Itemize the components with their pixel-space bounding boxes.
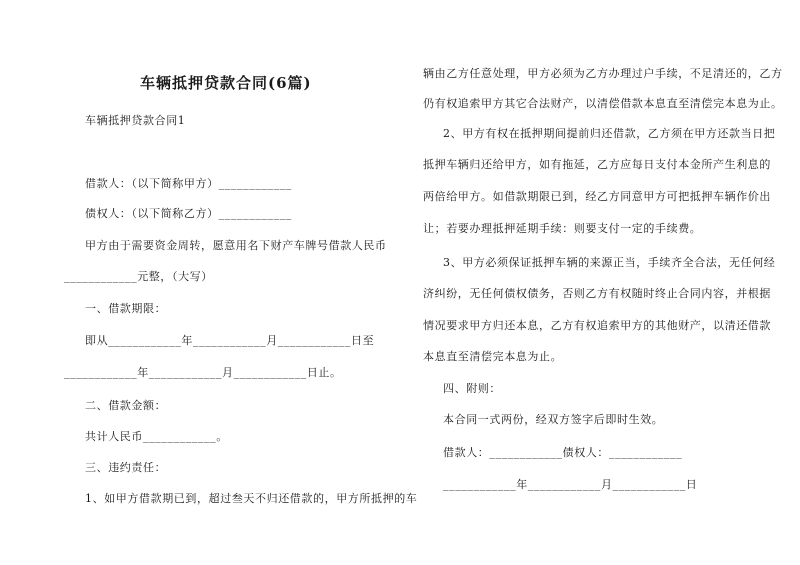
paragraph-line: 仍有权追索甲方其它合法财产，以清偿借款本息直至清偿完本息为止。 <box>423 97 783 110</box>
paragraph-line: 抵押车辆归还给甲方，如有拖延，乙方应每日支付本金所产生利息的 <box>423 158 771 171</box>
paragraph-line: 情况要求甲方归还本息，乙方有权追索甲方的其他财产，以清还借款 <box>423 319 771 332</box>
paragraph-line: ____________年____________月____________日止。 <box>64 366 342 379</box>
paragraph-line: ____________元整，（大写） <box>64 270 213 283</box>
subtitle: 车辆抵押贷款合同1 <box>85 114 186 127</box>
document-title: 车辆抵押贷款合同(6篇) <box>140 74 312 92</box>
borrower-line: 借款人：（以下简称甲方）____________ <box>85 177 292 190</box>
paragraph-line: 3、甲方必须保证抵押车辆的来源正当，手续齐全合法，无任何经 <box>443 256 776 269</box>
paragraph-line: 共计人民币____________。 <box>85 430 228 443</box>
paragraph-line: 1、如甲方借款期已到，超过叁天不归还借款的，甲方所抵押的车 <box>85 492 418 505</box>
section-heading: 二、借款金额： <box>85 399 167 412</box>
paragraph-line: 辆由乙方任意处理，甲方必须为乙方办理过户手续，不足清还的，乙方 <box>423 67 783 80</box>
paragraph-line: 本合同一式两份，经双方签字后即时生效。 <box>443 413 664 426</box>
paragraph-line: 即从____________年____________月____________日至 <box>85 334 375 347</box>
signature-line: 借款人：____________债权人：____________ <box>443 446 683 459</box>
date-line: ____________年____________月____________日 <box>443 478 698 491</box>
section-heading: 一、借款期限： <box>85 302 167 315</box>
section-heading: 四、附则： <box>443 382 501 395</box>
paragraph-line: 本息直至清偿完本息为止。 <box>423 350 563 363</box>
paragraph-line: 两倍给甲方。如借款期限已到，经乙方同意甲方可把抵押车辆作价出 <box>423 190 771 203</box>
creditor-line: 债权人：（以下简称乙方）____________ <box>85 207 292 220</box>
paragraph-line: 甲方由于需要资金周转，愿意用名下财产车牌号借款人民币 <box>85 239 387 252</box>
section-heading: 三、违约责任： <box>85 461 167 474</box>
paragraph-line: 济纠纷，无任何债权债务，否则乙方有权随时终止合同内容，并根据 <box>423 287 771 300</box>
paragraph-line: 让；若要办理抵押延期手续：则要支付一定的手续费。 <box>423 222 702 235</box>
paragraph-line: 2、甲方有权在抵押期间提前归还借款，乙方须在甲方还款当日把 <box>443 127 776 140</box>
